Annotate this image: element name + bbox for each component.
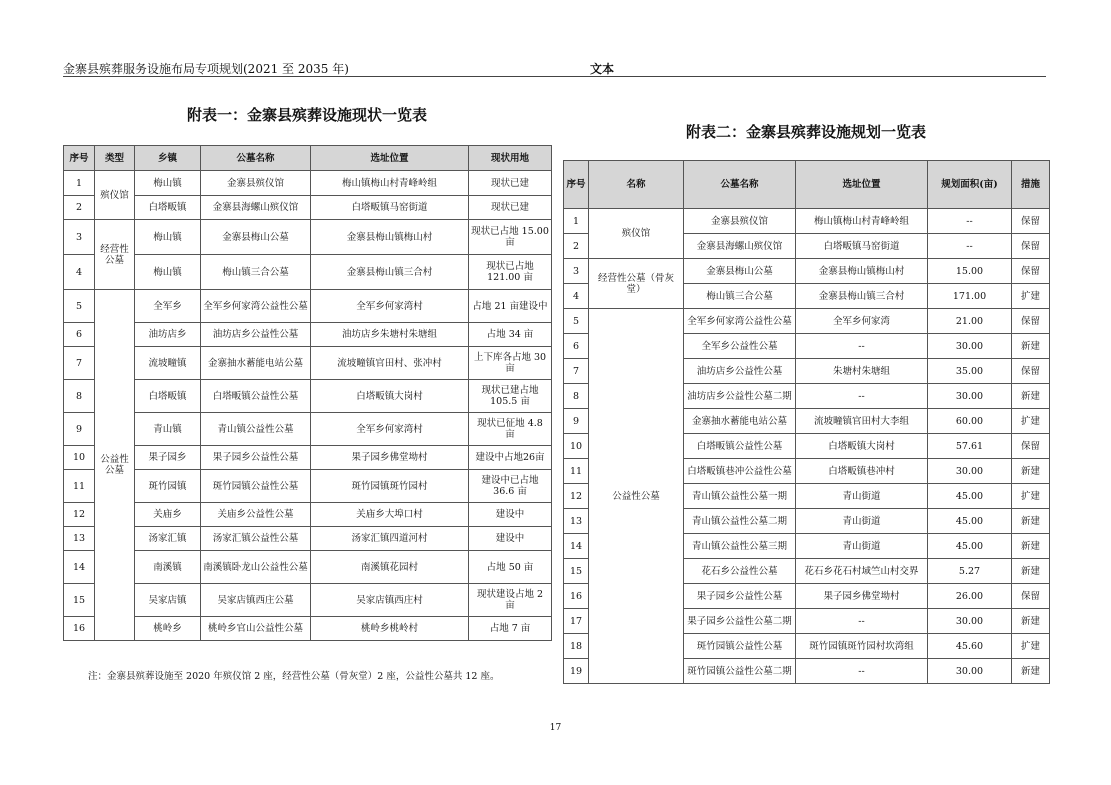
land-status: 占地 7 亩 (469, 617, 552, 641)
row-number: 8 (64, 380, 95, 413)
table1-header-location: 选址位置 (311, 146, 469, 171)
planned-action: 扩建 (1012, 634, 1050, 659)
town: 白塔畈镇 (135, 196, 201, 220)
cemetery-name: 南溪镇卧龙山公益性公墓 (201, 551, 311, 584)
town: 斑竹园镇 (135, 470, 201, 503)
table1-header-row (64, 146, 552, 171)
cemetery-name: 汤家汇镇公益性公墓 (201, 527, 311, 551)
row-number: 6 (564, 334, 589, 359)
table2-title: 附表二：金寨县殡葬设施规划一览表 (685, 123, 926, 141)
planned-area: 171.00 (928, 284, 1012, 309)
cemetery-name: 金寨县梅山公墓 (684, 259, 796, 284)
cemetery-name: 白塔畈镇公益性公墓 (684, 434, 796, 459)
planned-area: 5.27 (928, 559, 1012, 584)
site-location: 白塔畈镇大岗村 (796, 434, 928, 459)
table1-note: 注：金寨县殡葬设施至 2020 年殡仪馆 2 座，经营性公墓（骨灰堂）2 座，公益性公墓共 12 座。 (88, 671, 500, 682)
planned-action: 新建 (1012, 659, 1050, 684)
table-row (64, 527, 552, 551)
cemetery-name: 油坊店乡公益性公墓二期 (684, 384, 796, 409)
land-status: 现状已征地 4.8 亩 (469, 413, 552, 446)
land-status: 建设中占地26亩 (469, 446, 552, 470)
land-status: 现状建设占地 2 亩 (469, 584, 552, 617)
town: 流坡疃镇 (135, 347, 201, 380)
planned-action: 新建 (1012, 509, 1050, 534)
town: 吴家店镇 (135, 584, 201, 617)
land-status: 现状已建占地 105.5 亩 (469, 380, 552, 413)
cemetery-name: 金寨县梅山公墓 (201, 220, 311, 255)
land-status: 占地 50 亩 (469, 551, 552, 584)
planned-area: 60.00 (928, 409, 1012, 434)
land-status: 占地 21 亩建设中 (469, 290, 552, 323)
table1-header-name: 公墓名称 (201, 146, 311, 171)
row-number: 9 (64, 413, 95, 446)
site-location: 流坡疃镇官田村、张冲村 (311, 347, 469, 380)
site-location: 金寨县梅山镇三合村 (311, 255, 469, 290)
planned-action: 扩建 (1012, 284, 1050, 309)
planned-action: 保留 (1012, 259, 1050, 284)
facility-type: 经营性公墓 (95, 220, 135, 290)
land-status: 现状已建 (469, 171, 552, 196)
town: 油坊店乡 (135, 323, 201, 347)
row-number: 10 (564, 434, 589, 459)
table1-header-town: 乡镇 (135, 146, 201, 171)
land-status: 建设中 (469, 503, 552, 527)
town: 汤家汇镇 (135, 527, 201, 551)
cemetery-name: 全军乡公益性公墓 (684, 334, 796, 359)
site-location: 斑竹园镇斑竹园村 (311, 470, 469, 503)
planned-action: 新建 (1012, 534, 1050, 559)
row-number: 15 (64, 584, 95, 617)
cemetery-name: 梅山镇三合公墓 (201, 255, 311, 290)
cemetery-name: 白塔畈镇公益性公墓 (201, 380, 311, 413)
row-number: 13 (64, 527, 95, 551)
cemetery-name: 花石乡公益性公墓 (684, 559, 796, 584)
land-status: 现状已占地 121.00 亩 (469, 255, 552, 290)
cemetery-name: 油坊店乡公益性公墓 (201, 323, 311, 347)
row-number: 3 (64, 220, 95, 255)
row-number: 13 (564, 509, 589, 534)
planned-action: 扩建 (1012, 409, 1050, 434)
planned-area: 30.00 (928, 659, 1012, 684)
cemetery-name: 梅山镇三合公墓 (684, 284, 796, 309)
cemetery-name: 白塔畈镇巷冲公益性公墓 (684, 459, 796, 484)
cemetery-name: 金寨抽水蓄能电站公墓 (684, 409, 796, 434)
cemetery-name: 青山镇公益性公墓三期 (684, 534, 796, 559)
table-row (64, 584, 552, 617)
cemetery-name: 青山镇公益性公墓二期 (684, 509, 796, 534)
planned-area: -- (928, 234, 1012, 259)
site-location: 流坡疃镇官田村大李组 (796, 409, 928, 434)
row-number: 2 (64, 196, 95, 220)
table-row (564, 259, 1050, 284)
row-number: 10 (64, 446, 95, 470)
planned-action: 扩建 (1012, 484, 1050, 509)
header-section-label: 文本 (590, 62, 615, 76)
planned-action: 新建 (1012, 384, 1050, 409)
land-status: 上下库各占地 30 亩 (469, 347, 552, 380)
town: 白塔畈镇 (135, 380, 201, 413)
site-location: 梅山镇梅山村青峰岭组 (796, 209, 928, 234)
status-table (63, 145, 552, 641)
row-number: 1 (564, 209, 589, 234)
row-number: 7 (564, 359, 589, 384)
site-location: 斑竹园镇斑竹园村坎湾组 (796, 634, 928, 659)
site-location: 金寨县梅山镇三合村 (796, 284, 928, 309)
planned-area: -- (928, 209, 1012, 234)
page-number: 17 (549, 723, 562, 733)
cemetery-name: 关庙乡公益性公墓 (201, 503, 311, 527)
row-number: 8 (564, 384, 589, 409)
site-location: 全军乡何家湾 (796, 309, 928, 334)
table-row (64, 323, 552, 347)
planned-action: 新建 (1012, 334, 1050, 359)
table2-header-name: 公墓名称 (684, 161, 796, 209)
cemetery-name: 全军乡何家湾公益性公墓 (201, 290, 311, 323)
header-divider (63, 76, 1046, 77)
planned-area: 45.60 (928, 634, 1012, 659)
site-location: -- (796, 334, 928, 359)
site-location: 梅山镇梅山村青峰岭组 (311, 171, 469, 196)
site-location: 白塔畈镇巷冲村 (796, 459, 928, 484)
facility-category: 公益性公墓 (589, 309, 684, 684)
cemetery-name: 果子园乡公益性公墓二期 (684, 609, 796, 634)
table-row (64, 617, 552, 641)
cemetery-name: 金寨县殡仪馆 (684, 209, 796, 234)
site-location: 全军乡何家湾村 (311, 413, 469, 446)
planned-area: 30.00 (928, 384, 1012, 409)
row-number: 7 (64, 347, 95, 380)
row-number: 2 (564, 234, 589, 259)
site-location: 青山街道 (796, 509, 928, 534)
table-row (64, 503, 552, 527)
cemetery-name: 青山镇公益性公墓 (201, 413, 311, 446)
cemetery-name: 青山镇公益性公墓一期 (684, 484, 796, 509)
facility-category: 经营性公墓（骨灰堂） (589, 259, 684, 309)
planned-area: 15.00 (928, 259, 1012, 284)
table2-header-action: 措施 (1012, 161, 1050, 209)
table-row (64, 551, 552, 584)
row-number: 14 (564, 534, 589, 559)
table-row (64, 220, 552, 255)
site-location: 油坊店乡朱塘村朱塘组 (311, 323, 469, 347)
land-status: 占地 34 亩 (469, 323, 552, 347)
table-row (64, 470, 552, 503)
site-location: 青山街道 (796, 534, 928, 559)
planned-action: 保留 (1012, 209, 1050, 234)
planned-area: 45.00 (928, 509, 1012, 534)
site-location: 全军乡何家湾村 (311, 290, 469, 323)
row-number: 19 (564, 659, 589, 684)
table-row (64, 255, 552, 290)
planned-area: 30.00 (928, 459, 1012, 484)
site-location: 青山街道 (796, 484, 928, 509)
table-row (564, 209, 1050, 234)
row-number: 17 (564, 609, 589, 634)
row-number: 5 (64, 290, 95, 323)
site-location: 白塔畈镇马窑街道 (311, 196, 469, 220)
planned-area: 30.00 (928, 609, 1012, 634)
site-location: 吴家店镇西庄村 (311, 584, 469, 617)
town: 全军乡 (135, 290, 201, 323)
row-number: 12 (64, 503, 95, 527)
site-location: 果子园乡佛堂坳村 (796, 584, 928, 609)
planned-area: 35.00 (928, 359, 1012, 384)
facility-category: 殡仪馆 (589, 209, 684, 259)
cemetery-name: 果子园乡公益性公墓 (201, 446, 311, 470)
town: 南溪镇 (135, 551, 201, 584)
land-status: 建设中已占地 36.6 亩 (469, 470, 552, 503)
planned-action: 新建 (1012, 559, 1050, 584)
site-location: 白塔畈镇马窑街道 (796, 234, 928, 259)
planned-area: 26.00 (928, 584, 1012, 609)
site-location: 汤家汇镇四道河村 (311, 527, 469, 551)
row-number: 15 (564, 559, 589, 584)
row-number: 18 (564, 634, 589, 659)
cemetery-name: 金寨县海螺山殡仪馆 (201, 196, 311, 220)
cemetery-name: 桃岭乡官山公益性公墓 (201, 617, 311, 641)
site-location: 花石乡花石村域竺山村交界 (796, 559, 928, 584)
planned-action: 保留 (1012, 584, 1050, 609)
row-number: 16 (64, 617, 95, 641)
cemetery-name: 金寨抽水蓄能电站公墓 (201, 347, 311, 380)
row-number: 4 (64, 255, 95, 290)
row-number: 11 (64, 470, 95, 503)
land-status: 建设中 (469, 527, 552, 551)
site-location: -- (796, 384, 928, 409)
town: 梅山镇 (135, 220, 201, 255)
table-row (64, 290, 552, 323)
planned-action: 新建 (1012, 459, 1050, 484)
land-status: 现状已占地 15.00 亩 (469, 220, 552, 255)
table2-header-row (564, 161, 1050, 209)
cemetery-name: 金寨县海螺山殡仪馆 (684, 234, 796, 259)
row-number: 9 (564, 409, 589, 434)
table-row (64, 171, 552, 196)
row-number: 14 (64, 551, 95, 584)
row-number: 11 (564, 459, 589, 484)
table-row (64, 196, 552, 220)
row-number: 5 (564, 309, 589, 334)
cemetery-name: 斑竹园镇公益性公墓二期 (684, 659, 796, 684)
town: 关庙乡 (135, 503, 201, 527)
plan-table (563, 160, 1050, 684)
planned-area: 30.00 (928, 334, 1012, 359)
land-status: 现状已建 (469, 196, 552, 220)
town: 梅山镇 (135, 255, 201, 290)
planned-area: 45.00 (928, 484, 1012, 509)
table1-header-status: 现状用地 (469, 146, 552, 171)
table2-header-category: 名称 (589, 161, 684, 209)
site-location: -- (796, 609, 928, 634)
table1-header-no: 序号 (64, 146, 95, 171)
table-row (64, 446, 552, 470)
site-location: 金寨县梅山镇梅山村 (311, 220, 469, 255)
row-number: 1 (64, 171, 95, 196)
cemetery-name: 油坊店乡公益性公墓 (684, 359, 796, 384)
site-location: 桃岭乡桃岭村 (311, 617, 469, 641)
table-row (64, 347, 552, 380)
site-location: 关庙乡大埠口村 (311, 503, 469, 527)
row-number: 16 (564, 584, 589, 609)
row-number: 12 (564, 484, 589, 509)
table-row (64, 413, 552, 446)
table1-title: 附表一：金寨县殡葬设施现状一览表 (186, 106, 427, 124)
planned-action: 保留 (1012, 309, 1050, 334)
table2-header-area: 规划面积(亩) (928, 161, 1012, 209)
town: 桃岭乡 (135, 617, 201, 641)
site-location: 南溪镇花园村 (311, 551, 469, 584)
planned-action: 保留 (1012, 434, 1050, 459)
planned-action: 保留 (1012, 234, 1050, 259)
facility-type: 殡仪馆 (95, 171, 135, 220)
site-location: 白塔畈镇大岗村 (311, 380, 469, 413)
header-document-title: 金寨县殡葬服务设施布局专项规划(2021 至 2035 年) (63, 62, 349, 76)
table2-header-location: 选址位置 (796, 161, 928, 209)
site-location: 金寨县梅山镇梅山村 (796, 259, 928, 284)
town: 青山镇 (135, 413, 201, 446)
cemetery-name: 全军乡何家湾公益性公墓 (684, 309, 796, 334)
cemetery-name: 斑竹园镇公益性公墓 (201, 470, 311, 503)
planned-action: 保留 (1012, 359, 1050, 384)
planned-area: 21.00 (928, 309, 1012, 334)
planned-area: 45.00 (928, 534, 1012, 559)
row-number: 3 (564, 259, 589, 284)
cemetery-name: 果子园乡公益性公墓 (684, 584, 796, 609)
cemetery-name: 吴家店镇西庄公墓 (201, 584, 311, 617)
row-number: 6 (64, 323, 95, 347)
town: 梅山镇 (135, 171, 201, 196)
cemetery-name: 斑竹园镇公益性公墓 (684, 634, 796, 659)
site-location: -- (796, 659, 928, 684)
facility-type: 公益性公墓 (95, 290, 135, 641)
planned-area: 57.61 (928, 434, 1012, 459)
table1-header-type: 类型 (95, 146, 135, 171)
table2-header-no: 序号 (564, 161, 589, 209)
town: 果子园乡 (135, 446, 201, 470)
site-location: 朱塘村朱塘组 (796, 359, 928, 384)
cemetery-name: 金寨县殡仪馆 (201, 171, 311, 196)
row-number: 4 (564, 284, 589, 309)
site-location: 果子园乡佛堂坳村 (311, 446, 469, 470)
planned-action: 新建 (1012, 609, 1050, 634)
table-row (64, 380, 552, 413)
table-row (564, 309, 1050, 334)
